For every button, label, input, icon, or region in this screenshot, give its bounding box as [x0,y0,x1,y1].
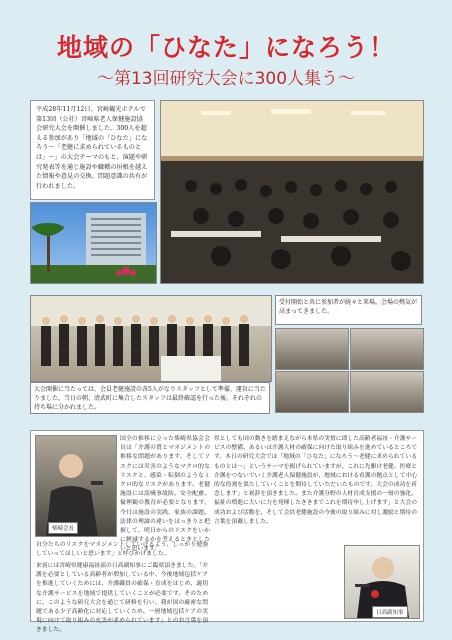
staff-caption [30,382,270,414]
hotel-illustration [31,203,156,283]
reception-caption [275,295,422,325]
speaker1-label: 柴崎会長 [48,522,78,534]
page-title: 地域の「ひなた」になろう！ [56,33,395,62]
article-full: 来賓には宮崎県健康福祉部の日高副知事にご臨席頂きました。「介護を必要としている高齢者が増加している中、今後地域包括ケアを推進していくためには、介護職員の確保・育成をはじめ、適切な介護サービスを地域で提供していくことが必要です。そのために、このような研究大会を通じて研修を行い、我が国の厳密な問題である少子高齢化に対応していくため、一層地域包括ケアの実現に向けて取り組みの充実が求められています」とのお言葉を頂きました。 [36,563,208,634]
speaker1-illustration [36,436,116,536]
reception-photo-1 [275,328,349,370]
reception-photo-4 [350,371,424,413]
reception-photo-2 [350,328,424,370]
speaker2-label: 日高副知事 [372,606,408,618]
article-col1: 国全の推移に立った柴崎県協会会長は「介護の質とマネジメントの推移な問題があります。そしてリスクには災害のようなマクロ的なリスクと、感染・転倒のようなミクロ的なリスクがあります。老健施設には誤嚥事故防、安全配慮、倫理観の教育が必要となります。今日は施設の実践、家族の課題、法律の理論の違いをはっきりと把握して、明日からのリスクをいかに軽減するかを考えるときとしたいと思います。 [120,436,210,553]
hall-audience-photo [160,100,424,284]
staff-illustration [31,296,271,381]
staff-group-photo [30,295,272,382]
hotel-photo [30,202,157,284]
audience-illustration [161,101,423,283]
intro-text-box [30,100,155,200]
staff-caption-text: 大会開催に当たっては、会員老健施設の各5人がなりスタッフとして準備、運営に当たりました。当日の朝、清武町に集合したスタッフは最終確認を行った後、それぞれの持ち場に分かれました。 [34,386,266,411]
reception-caption-text: 受付開始と共に参加者が続々と来場。会場の熱気が高まってきました。 [279,299,418,315]
article-col1b: 自分たちのリスクをマネジメントしていけるよう、しっかり勉強していってほしいと思います」と呼びかけました。 [36,542,208,558]
article-col2: 県としても国の動きを踏まえながら本県の実情に即した高齢者福祉・介護サービスの整備、あるいは介護人材の確保に向けた取り組みを進めているところです。本日の研究大会では「地域の「ひなた」になろう〜老健に求められているものとは〜」というテーマを掲げられていますが、これに先駆け老健、医療と介護をつないでいく介護老人保健施設が、地域における看護の拠点として中心的な役割を果たしていくことを期待していただいたものです。大会の成功を祈念します」と祝辞を頂きました。また介護分野の人材育成支援の一層の強化、福祉の増進に大いに力を発揮したききまでこれを期待申し上げます」と大会の成功および活動を、そして会員老健施設の今後の取り組みに対し激励と期待の言葉を頂戴しました。 [214,436,417,525]
reception-photo-3 [275,371,349,413]
page-subtitle: 〜第13回研究大会に300人集う〜 [96,69,356,89]
intro-text: 平成28年11月12日、宮崎観光ホテルで第13回（公社）宮崎県老人保健施設協会研究大会を開催しました。300人を超える参加があり「地域の「ひなた」になろう〜「老健に求められているものとは」〜」の大会テーマのもと、演題や研究発表等を通じ施設や職種の垣根を越えた情報や意見の交換、問題意識の共有が行われました。 [36,106,148,190]
